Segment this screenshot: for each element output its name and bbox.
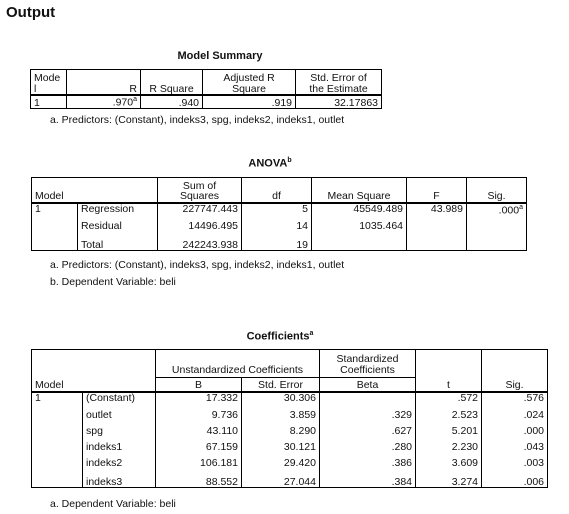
coef-label: (Constant)	[83, 392, 156, 408]
anova-df: 19	[242, 235, 312, 251]
anova-sig	[467, 235, 527, 251]
coef-sig: .576	[482, 392, 548, 408]
coef-header-model: Model	[32, 350, 156, 392]
anova-header-sig: Sig.	[467, 178, 527, 203]
coef-t: 2.523	[416, 408, 482, 424]
coef-label: spg	[83, 424, 156, 440]
anova-label: Residual	[78, 219, 158, 235]
coef-se: 27.044	[242, 472, 320, 488]
coef-se: 29.420	[242, 456, 320, 472]
ms-rsq: .940	[141, 95, 203, 109]
coef-t: 5.201	[416, 424, 482, 440]
coef-title-footnote: a	[309, 330, 314, 337]
anova-ms: 45549.489	[312, 203, 407, 219]
model-summary-title: Model Summary	[177, 50, 263, 62]
coef-title: Coefficients$^a$	[246, 330, 314, 343]
anova-row	[32, 235, 527, 251]
coef-group-std: Standardized Coefficients	[320, 350, 416, 378]
anova-header-ms: Mean Square	[312, 178, 407, 203]
coef-beta: .386	[320, 456, 416, 472]
anova-df: 5	[242, 203, 312, 219]
anova-title: ANOVA$^b$	[248, 157, 292, 170]
anova-footnote-a: a. Predictors: (Constant), indeks3, spg, indeks2, indeks1, outlet	[50, 259, 345, 271]
anova-f: 43.989	[407, 203, 467, 219]
coef-se: 8.290	[242, 424, 320, 440]
ms-r-footnote: a	[133, 96, 137, 103]
anova-header-model: Model	[32, 178, 158, 203]
coef-b: 67.159	[156, 440, 242, 456]
coef-beta: .627	[320, 424, 416, 440]
anova-header-df: df	[242, 178, 312, 203]
anova-label: Regression	[78, 203, 158, 219]
anova-ms: 1035.464	[312, 219, 407, 235]
page-heading: Output	[6, 4, 56, 21]
anova-header-f: F	[407, 178, 467, 203]
coef-t: 2.230	[416, 440, 482, 456]
ms-header-model: Mode l	[31, 70, 67, 96]
coef-footnote: a. Dependent Variable: beli	[50, 498, 176, 510]
anova-f	[407, 235, 467, 251]
ms-stderr: 32.17863	[296, 95, 382, 109]
coef-t: 3.609	[416, 456, 482, 472]
anova-f	[407, 219, 467, 235]
coef-row	[32, 424, 548, 440]
coef-b: 106.181	[156, 456, 242, 472]
coef-beta: .329	[320, 408, 416, 424]
coef-beta: .384	[320, 472, 416, 488]
coef-t: .572	[416, 392, 482, 408]
ms-footnote: a. Predictors: (Constant), indeks3, spg, indeks2, indeks1, outlet	[50, 114, 345, 126]
coef-row	[32, 392, 548, 408]
coef-b: 17.332	[156, 392, 242, 408]
coef-model: 1	[32, 392, 83, 408]
coef-header-beta: Beta	[320, 378, 416, 392]
coef-header-se: Std. Error	[242, 378, 320, 392]
ms-header-rsq: R Square	[141, 70, 203, 96]
anova-sig-footnote: a	[519, 203, 523, 211]
coef-se: 30.121	[242, 440, 320, 456]
anova-model: 1	[32, 203, 78, 219]
anova-title-footnote: b	[287, 157, 292, 164]
ms-header-adjrsq: Adjusted R Square	[203, 70, 296, 96]
coef-b: 9.736	[156, 408, 242, 424]
ms-model: 1	[31, 95, 67, 109]
anova-footnote-b: b. Dependent Variable: beli	[50, 276, 176, 288]
coef-sig: .006	[482, 472, 548, 488]
anova-table	[31, 177, 527, 251]
coef-header-sig: Sig.	[482, 350, 548, 392]
anova-df: 14	[242, 219, 312, 235]
coef-group-unstd: Unstandardized Coefficients	[156, 350, 320, 378]
anova-sig: .000$^a$	[467, 203, 527, 219]
coef-row	[32, 472, 548, 488]
model-summary-table	[30, 69, 382, 109]
coef-sig: .003	[482, 456, 548, 472]
coef-b: 88.552	[156, 472, 242, 488]
ms-row	[31, 95, 382, 109]
anova-label: Total	[78, 235, 158, 251]
anova-ss: 14496.495	[158, 219, 242, 235]
anova-header-ss: Sum of Squares	[158, 178, 242, 203]
anova-row	[32, 203, 527, 219]
coef-header-b: B	[156, 378, 242, 392]
coef-header-t: t	[416, 350, 482, 392]
coef-row	[32, 440, 548, 456]
anova-ss: 242243.938	[158, 235, 242, 251]
coef-beta	[320, 392, 416, 408]
anova-row	[32, 219, 527, 235]
coefficients-table	[31, 349, 548, 488]
coef-b: 43.110	[156, 424, 242, 440]
coef-label: outlet	[83, 408, 156, 424]
anova-ss: 227747.443	[158, 203, 242, 219]
coef-row	[32, 456, 548, 472]
coef-sig: .043	[482, 440, 548, 456]
coef-label: indeks3	[83, 472, 156, 488]
ms-header-stderr: Std. Error of the Estimate	[296, 70, 382, 96]
anova-ms	[312, 235, 407, 251]
coef-sig: .000	[482, 424, 548, 440]
coef-sig: .024	[482, 408, 548, 424]
coef-t: 3.274	[416, 472, 482, 488]
ms-r: .970$^a$	[67, 95, 141, 109]
ms-header-r: R	[67, 70, 141, 96]
coef-label: indeks2	[83, 456, 156, 472]
coef-label: indeks1	[83, 440, 156, 456]
coef-row	[32, 408, 548, 424]
coef-se: 3.859	[242, 408, 320, 424]
coef-se: 30.306	[242, 392, 320, 408]
ms-adjrsq: .919	[203, 95, 296, 109]
coef-beta: .280	[320, 440, 416, 456]
anova-sig	[467, 219, 527, 235]
